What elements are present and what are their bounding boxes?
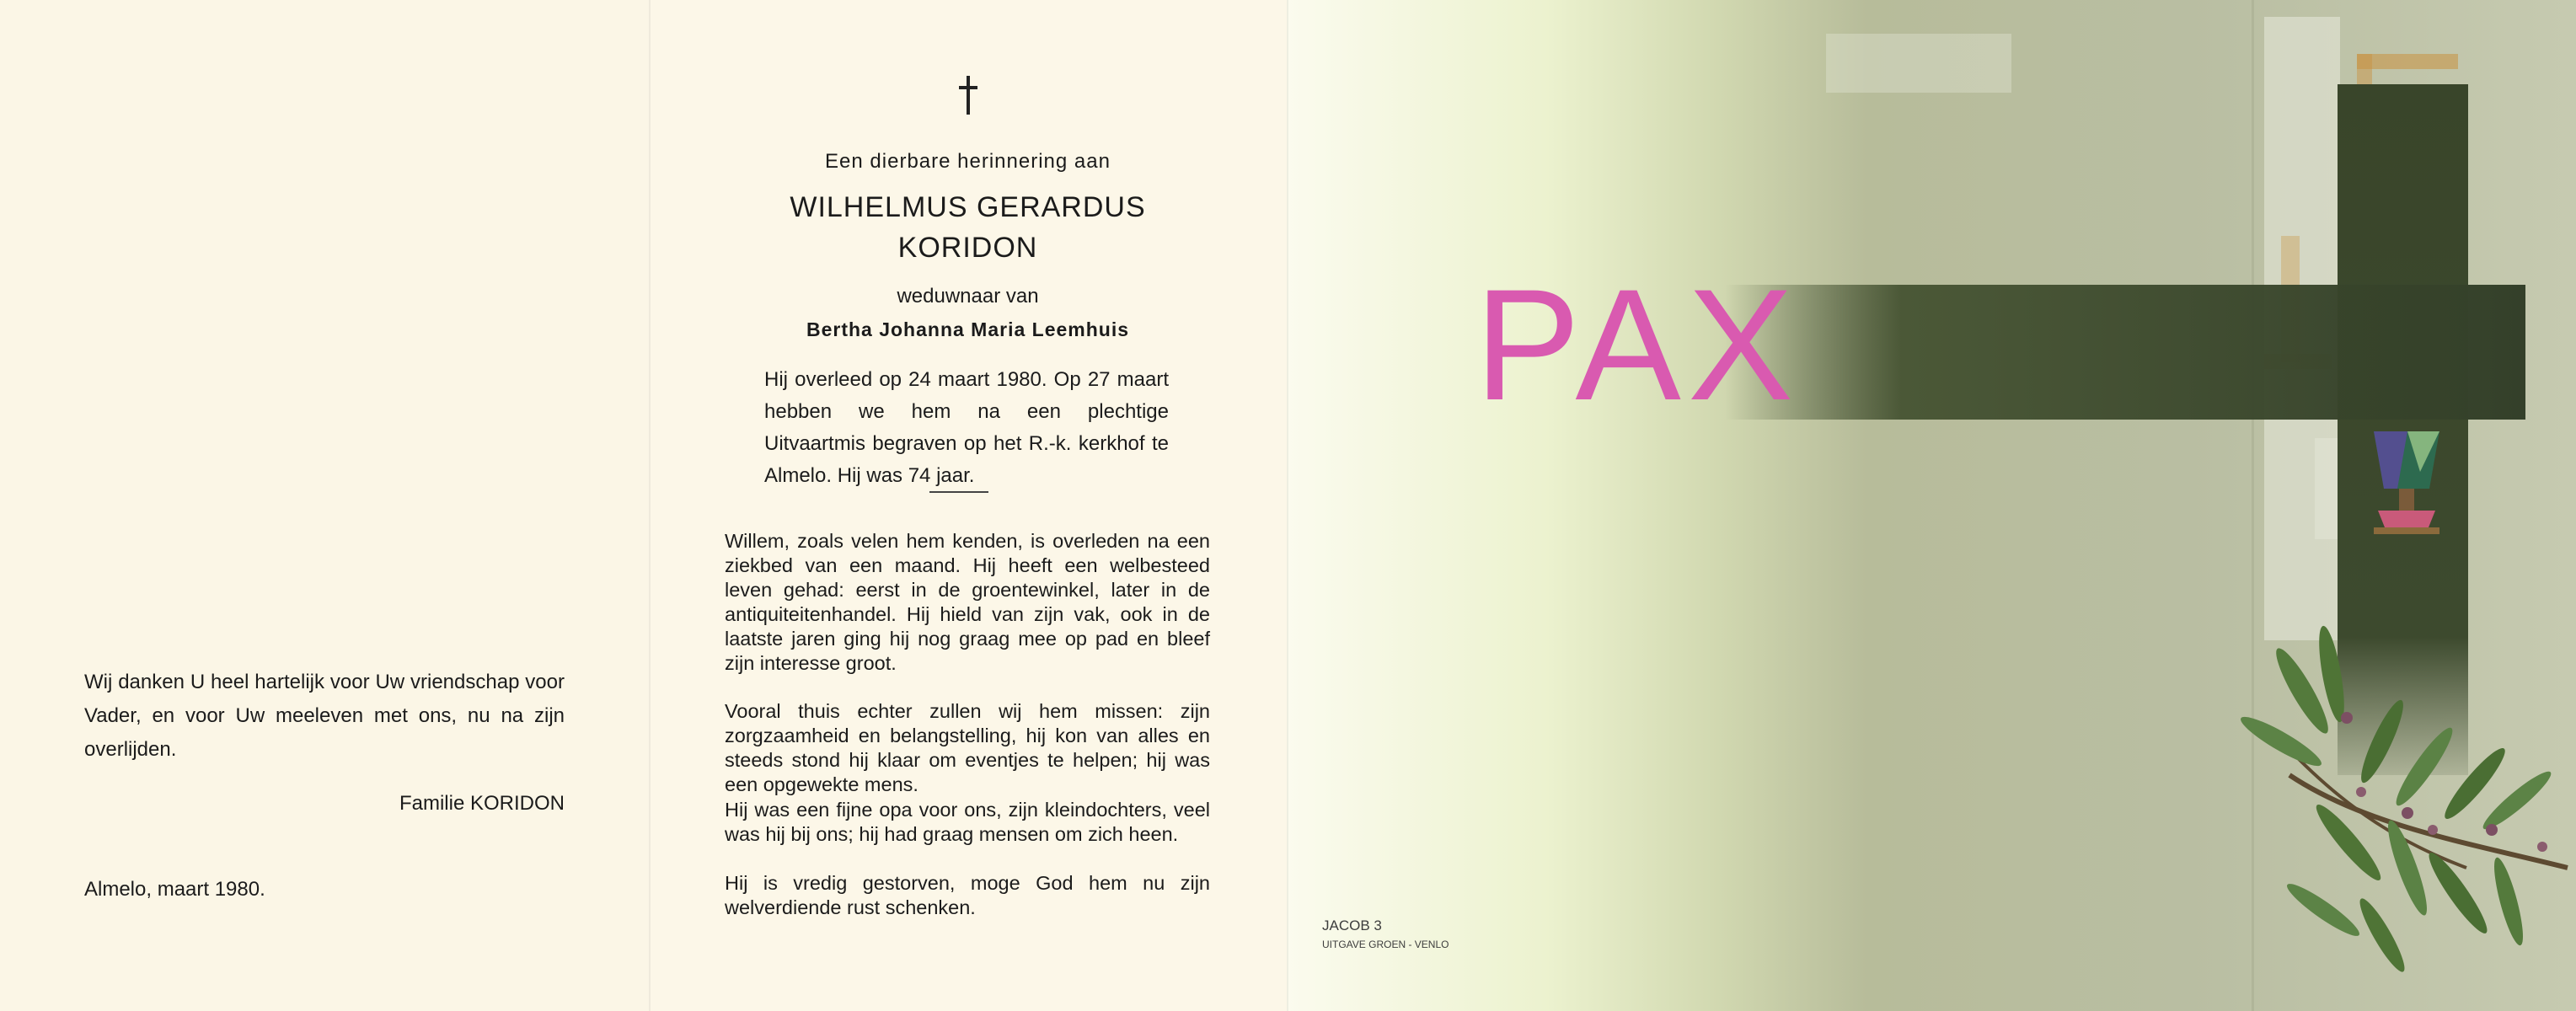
memorial-paragraph: Willem, zoals velen hem kenden, is overleden na een ziekbed van een maand. Hij heeft een welbesteed leven gehad: eerst in de groentewinkel, later in de antiquiteitenhandel. Hij hield van zijn vak, ook in de laatste jaren ging hij nog graag mee op pad en bleef zijn interesse groot.	[725, 530, 1210, 674]
artwork-credit	[1322, 917, 1449, 954]
family-signature: Familie KORIDON	[399, 792, 565, 815]
memorial-intro: Een dierbare herinnering aan	[825, 150, 1111, 173]
chalice-icon	[2374, 431, 2439, 534]
divider	[929, 491, 988, 493]
deceased-name-line-1: WILHELMUS GERARDUS	[790, 191, 1146, 223]
cross-icon	[956, 74, 981, 116]
place-date: Almelo, maart 1980.	[84, 878, 265, 901]
memorial-paragraph: Hij was een fijne opa voor ons, zijn kleindochters, veel was hij bij ons; hij had graag mensen om zich heen.	[725, 799, 1210, 845]
memorial-paragraph: Hij is vredig gestorven, moge God hem nu zijn welverdiende rust schenken.	[725, 872, 1210, 918]
artwork-code: JACOB 3	[1322, 917, 1382, 933]
death-notice: Hij overleed op 24 maart 1980. Op 27 maart hebben we hem na een plechtige Uitvaartmis begraven op het R.-k. kerkhof te Almelo. Hij was 74 jaar.	[764, 368, 1169, 487]
spouse-name: Bertha Johanna Maria Leemhuis	[806, 318, 1130, 340]
publisher-credit: UITGAVE GROEN - VENLO	[1322, 939, 1449, 950]
page-fold	[1287, 0, 1288, 1011]
page-fold	[649, 0, 651, 1011]
deceased-name-line-2: KORIDON	[897, 232, 1038, 264]
cover-artwork	[1287, 0, 2576, 1011]
deceased-name	[649, 187, 1287, 268]
middle-inner-page	[649, 0, 1287, 1011]
widower-label: weduwnaar van	[897, 285, 1039, 308]
thanks-text: Wij danken U heel hartelijk voor Uw vriendschap voor Vader, en voor Uw meeleven met ons, nu na zijn overlijden.	[84, 671, 565, 761]
memorial-paragraph: Vooral thuis echter zullen wij hem missen: zijn zorgzaamheid en belangstelling, hij kon van alles en steeds stond hij klaar om eventjes te helpen; hij was een opgewekte mens.	[725, 700, 1210, 795]
left-inner-page	[0, 0, 649, 1011]
cover-page	[1287, 0, 2576, 1011]
pax-title: PAX	[1475, 256, 1801, 433]
small-cross-icon	[649, 74, 1287, 120]
